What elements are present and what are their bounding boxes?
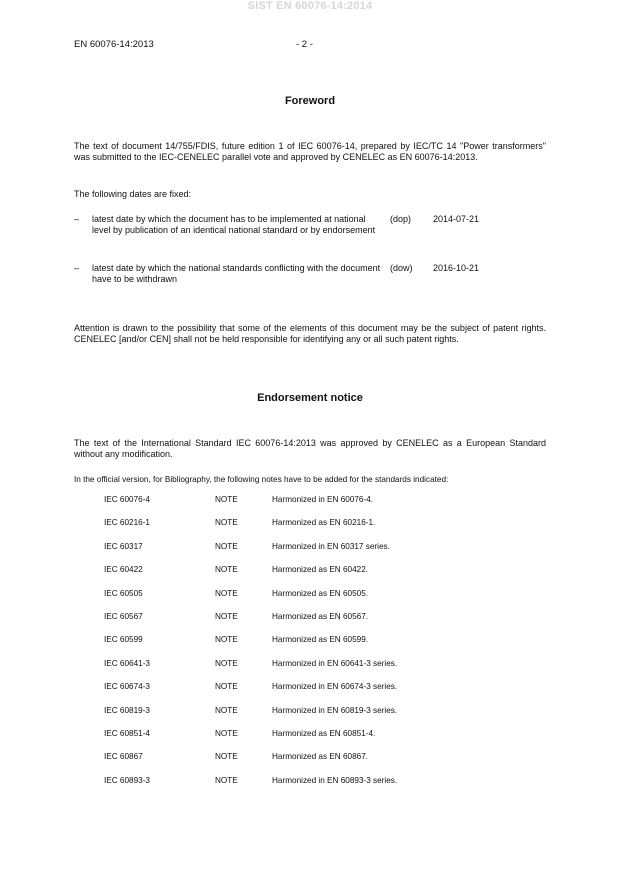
standard-ref: IEC 60076-4 (104, 495, 150, 504)
note-label: NOTE (215, 541, 238, 551)
patent-attention: Attention is drawn to the possibility that some of the elements of this document may be the subject of patent rights. CENELEC [and/or CEN] shall not be held responsible for identifying any or all such patent rights. (74, 323, 546, 344)
date-item-date: 2014-07-21 (433, 214, 480, 224)
bibliography-intro: In the official version, for Bibliography, the following notes have to be added for the standards indicated: (74, 475, 449, 484)
standard-ref: IEC 60674-3 (104, 682, 150, 692)
note-label: NOTE (215, 635, 238, 645)
date-item-text: latest date by which the document has to be implemented at national level by publication of an identical national standard or by endorsement (92, 214, 376, 235)
harmonized-text: Harmonized as EN 60505. (272, 588, 369, 598)
table-row (104, 492, 504, 515)
dates-intro: The following dates are fixed: (74, 189, 192, 199)
table-row (104, 515, 504, 538)
note-label: NOTE (215, 518, 238, 528)
bibliography-notes-table (104, 492, 504, 796)
harmonized-text: Harmonized in EN 60317 series. (272, 541, 390, 551)
note-label: NOTE (215, 705, 238, 715)
harmonized-text: Harmonized in EN 60893-3 series. (272, 775, 398, 785)
table-row (104, 586, 504, 609)
note-label: NOTE (215, 658, 238, 668)
note-label: NOTE (215, 495, 238, 504)
harmonized-text: Harmonized as EN 60851-4. (272, 728, 376, 738)
note-label: NOTE (215, 588, 238, 598)
endorsement-heading: Endorsement notice (257, 392, 363, 404)
table-row (104, 749, 504, 772)
endorsement-text: The text of the International Standard IEC 60076-14:2013 was approved by CENELEC as a European Standard without any modification. (74, 438, 546, 459)
dash-marker: – (74, 214, 80, 224)
date-item-text: latest date by which the national standards conflicting with the document have to be withdrawn (92, 263, 381, 284)
note-label: NOTE (215, 728, 238, 738)
table-row (104, 773, 504, 796)
foreword-heading: Foreword (284, 95, 336, 107)
harmonized-text: Harmonized as EN 60216-1. (272, 518, 376, 528)
note-label: NOTE (215, 565, 238, 575)
note-label: NOTE (215, 611, 238, 621)
watermark: SIST EN 60076-14:2014 (247, 0, 373, 12)
standard-ref: IEC 60851-4 (104, 728, 150, 738)
harmonized-text: Harmonized as EN 60867. (272, 752, 369, 762)
standard-ref: IEC 60893-3 (104, 775, 150, 785)
note-label: NOTE (215, 682, 238, 692)
note-label: NOTE (215, 775, 238, 785)
table-row (104, 703, 504, 726)
note-label: NOTE (215, 752, 238, 762)
harmonized-text: Harmonized in EN 60076-4. (272, 495, 374, 504)
table-row (104, 726, 504, 749)
harmonized-text: Harmonized in EN 60641-3 series. (272, 658, 398, 668)
harmonized-text: Harmonized as EN 60599. (272, 635, 369, 645)
standard-ref: IEC 60216-1 (104, 518, 150, 528)
date-item-date: 2016-10-21 (433, 263, 480, 273)
harmonized-text: Harmonized as EN 60567. (272, 611, 369, 621)
table-row (104, 679, 504, 702)
page-number: - 2 - (296, 39, 313, 50)
document-id: EN 60076-14:2013 (74, 39, 154, 50)
date-item-code: (dop) (390, 214, 412, 224)
table-row (104, 656, 504, 679)
standard-ref: IEC 60599 (104, 635, 143, 645)
harmonized-text: Harmonized in EN 60674-3 series. (272, 682, 398, 692)
table-row (104, 539, 504, 562)
standard-ref: IEC 60422 (104, 565, 143, 575)
standard-ref: IEC 60505 (104, 588, 143, 598)
foreword-intro: The text of document 14/755/FDIS, future edition 1 of IEC 60076-14, prepared by IEC/TC 14 "Power transformers" was submitted to the IEC-CENELEC parallel vote and approved by CENELEC as EN 60076-14:2013. (74, 141, 546, 162)
table-row (104, 562, 504, 585)
table-row (104, 609, 504, 632)
harmonized-text: Harmonized as EN 60422. (272, 565, 369, 575)
standard-ref: IEC 60567 (104, 611, 143, 621)
standard-ref: IEC 60641-3 (104, 658, 150, 668)
table-row (104, 632, 504, 655)
harmonized-text: Harmonized in EN 60819-3 series. (272, 705, 398, 715)
standard-ref: IEC 60867 (104, 752, 143, 762)
date-item-code: (dow) (390, 263, 413, 273)
dash-marker: – (74, 263, 80, 273)
standard-ref: IEC 60819-3 (104, 705, 150, 715)
standard-ref: IEC 60317 (104, 541, 143, 551)
